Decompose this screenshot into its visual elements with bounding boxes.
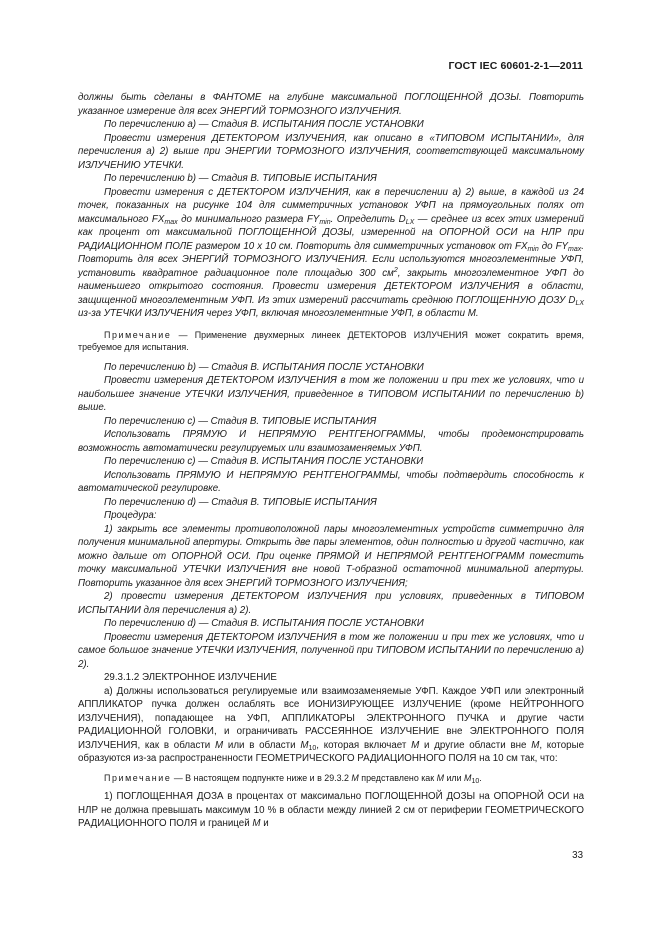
paragraph: Провести измерения ДЕТЕКТОРОМ ИЗЛУЧЕНИЯ в том же положении и при тех же условиях, что и самое большое значение УТЕЧКИ ИЗЛУЧЕНИЯ, полученной при ТИПОВОМ ИСПЫТАНИИ по перечислению а) 2). [78,631,584,670]
paragraph: должны быть сделаны в ФАНТОМЕ на глубине максимальной ПОГЛОЩЕННОЙ ДОЗЫ. Повторить указанное измерение для всех ЭНЕРГИЙ ТОРМОЗНОГО ИЗЛУЧЕНИЯ. [78,92,584,117]
paragraph: Использовать ПРЯМУЮ И НЕПРЯМУЮ РЕНТГЕНОГРАММЫ, чтобы подтвердить способность к автоматической регулировке. [78,469,584,495]
note: Примечание — Применение двухмерных линеек ДЕТЕКТОРОВ ИЗЛУЧЕНИЯ может сократить время, требуемое для испытания. [78,329,584,352]
subsection-heading: По перечислению b) — Стадия В. ТИПОВЫЕ ИСПЫТАНИЯ [104,173,377,184]
subsection-heading: По перечислению с) — Стадия В. ИСПЫТАНИЯ ПОСЛЕ УСТАНОВКИ [104,456,424,468]
list-item: 1) ПОГЛОЩЕННАЯ ДОЗА в процентах от максимально ПОГЛОЩЕННОЙ ДОЗЫ на ОПОРНОЙ ОСИ на НЛР не должна превышать максимум 10 % в области между линией 2 см от периферии ГЕОМЕТРИЧЕСКОГО РАДИАЦИОННОГО ПОЛЯ и границей М и [78,791,584,830]
subsection-heading: По перечислению b) — Стадия В. ИСПЫТАНИЯ ПОСЛЕ УСТАНОВКИ [104,361,424,373]
paragraph: Провести измерения с ДЕТЕКТОРОМ ИЗЛУЧЕНИЯ, как в перечислении а) 2) выше, в каждой из 24 точек, показанных на рисунке 104 для симметричных установок УФП на прямоугольных полях от максимального $FX_{max}$ до минимального размера $FY_{min}$. Определить $D_{LX}$ — среднее из всех этих измерений как процент от максимальной ПОГЛОЩЕННОЙ ДОЗЫ, измеренной на ОПОРНОЙ ОСИ на НЛР при РАДИАЦИОННОМ ПОЛЕ размером 10 х 10 см. Повторить для симметричных установок от $FX_{min}$ до $FY_{max}$. Повторить для всех ЭНЕРГИЙ ТОРМОЗНОГО ИЗЛУЧЕНИЯ. Если используются многоэлементные УФП, установить квадратное радиационное поле площадью 300 $см^2$, закрыть многоэлементное УФП до наименьшего открытого состояния. Провести измерения ДЕТЕКТОРОМ ИЗЛУЧЕНИЯ в области, защищенной многоэлементным УФП. Из этих измерений рассчитать среднюю ПОГЛОЩЕННУЮ ДОЗУ $D_{LX}$ из-за УТЕЧКИ ИЗЛУЧЕНИЯ через УФП, включая многоэлементные УФП, в области М. [78,186,584,319]
subsection-heading: По перечислению с) — Стадия В. ТИПОВЫЕ ИСПЫТАНИЯ [104,415,377,427]
document-body [78,91,584,831]
paragraph: Процедура: [104,510,157,522]
paragraph: Провести измерения ДЕТЕКТОРОМ ИЗЛУЧЕНИЯ в том же положении и при тех же условиях, что и наибольшее значение УТЕЧКИ ИЗЛУЧЕНИЯ, приведенное в ТИПОВОМ ИСПЫТАНИИ по перечислению b) выше. [78,375,584,414]
section-heading: 29.3.1.2 ЭЛЕКТРОННОЕ ИЗЛУЧЕНИЕ [104,672,277,684]
subsection-heading: По перечислению d) — Стадия В. ТИПОВЫЕ ИСПЫТАНИЯ [104,496,377,508]
paragraph: Использовать ПРЯМУЮ И НЕПРЯМУЮ РЕНТГЕНОГРАММЫ, чтобы продемонстрировать возможность автоматически регулируемых или взаимозаменяемых УФП. [78,429,584,454]
paragraph: а) Должны использоваться регулируемые или взаимозаменяемые УФП. Каждое УФП или электронный АППЛИКАТОР пучка должен ослаблять все ИОНИЗИРУЮЩЕЕ ИЗЛУЧЕНИЕ (кроме НЕЙТРОННОГО ИЗЛУЧЕНИЯ), попадающее на УФП, АППЛИКАТОРЫ ЭЛЕКТРОННОГО ПУЧКА и другие части РАДИАЦИОННОЙ ГОЛОВКИ, и ограничивать РАССЕЯННОЕ ИЗЛУЧЕНИЕ вне ЭЛЕКТРОННОГО ПОЛЯ ИЗЛУЧЕНИЯ, как в области М или в области $М_{10}$, которая включает М и другие области вне М, которые образуются из-за распространенности ГЕОМЕТРИЧЕСКОГО РАДИАЦИОННОГО ПОЛЯ на 10 см так, что: [78,685,584,765]
note: Примечание — В настоящем подпункте ниже и в 29.3.2 М представлено как М или $М_{10}$. [104,772,482,785]
list-item: 1) закрыть все элементы противоположной пары многоэлементных устройств симметрично для получения минимальной апертуры. Открыть две пары элементов, один полностью и другой частично, как можно дальше от ОПОРНОЙ ОСИ. При оценке ПРЯМОЙ И НЕПРЯМОЙ РЕНТГЕНОГРАММ поместить точку максимальной УТЕЧКИ ИЗЛУЧЕНИЯ вне новой Т-образной остаточной минимальной апертуры. Повторить указанное для всех ЭНЕРГИЙ ТОРМОЗНОГО ИЗЛУЧЕНИЯ; [78,523,584,589]
page-number: 33 [572,850,583,861]
subsection-heading: По перечислению d) — Стадия В. ИСПЫТАНИЯ ПОСЛЕ УСТАНОВКИ [104,618,424,630]
paragraph: Провести измерения ДЕТЕКТОРОМ ИЗЛУЧЕНИЯ, как описано в «ТИПОВОМ ИСПЫТАНИИ», для перечисления а) 2) выше при ЭНЕРГИИ ТОРМОЗНОГО ИЗЛУЧЕНИЯ, соответствующей максимальному ИЗЛУЧЕНИЮ УТЕЧКИ. [78,132,584,171]
subsection-heading: По перечислению а) — Стадия В. ИСПЫТАНИЯ ПОСЛЕ УСТАНОВКИ [104,119,424,130]
document-code-header: ГОСТ IEC 60601-2-1—2011 [448,60,583,72]
list-item: 2) провести измерения ДЕТЕКТОРОМ ИЗЛУЧЕНИЯ при условиях, приведенных в ТИПОВОМ ИСПЫТАНИИ для перечисления а) 2). [78,591,584,616]
